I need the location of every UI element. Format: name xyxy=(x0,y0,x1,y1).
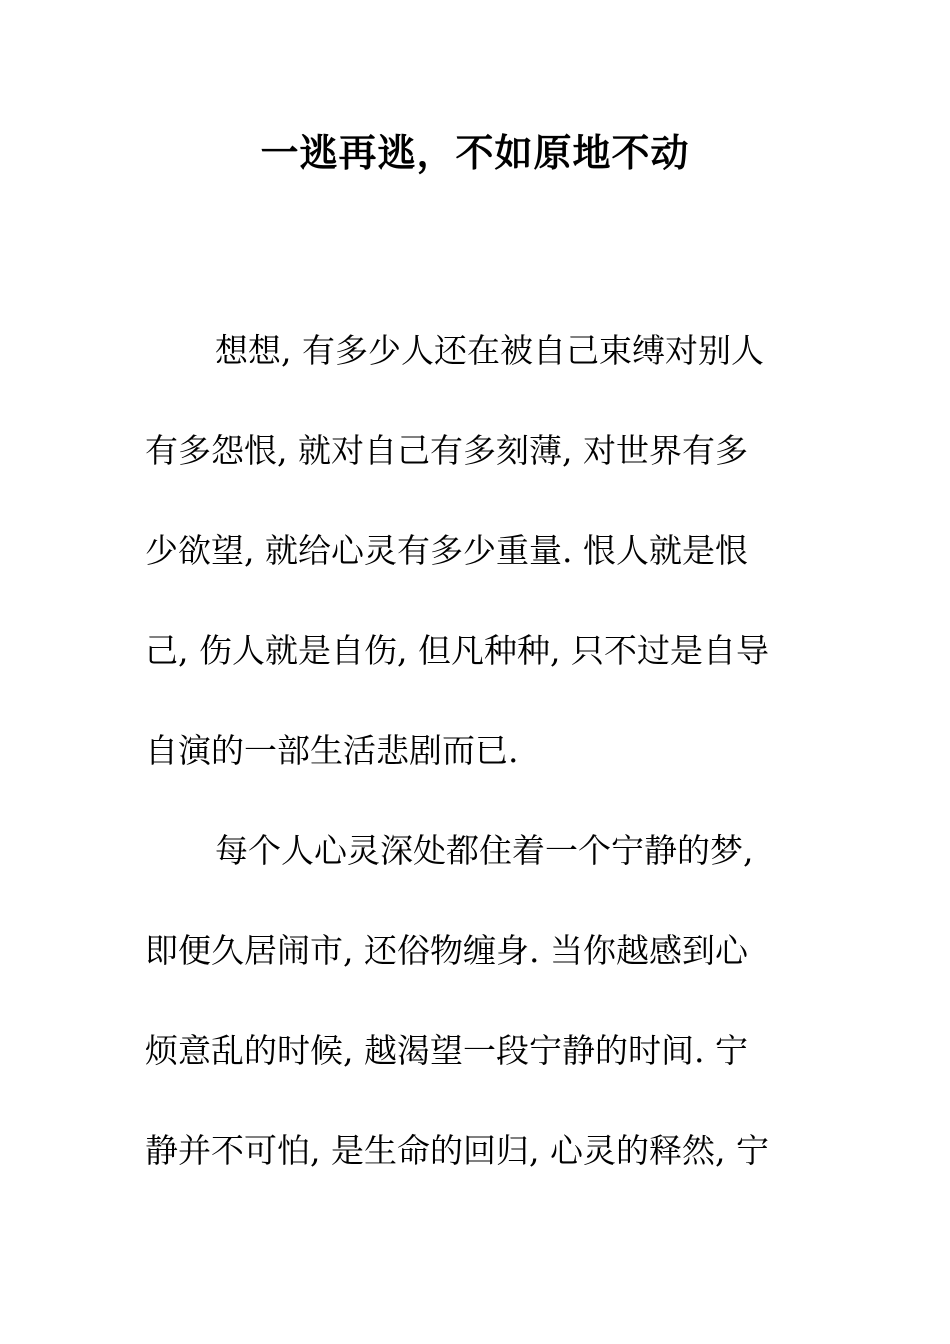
document-body xyxy=(145,301,795,1201)
paragraph-line: 静并不可怕, 是生命的回归, 心灵的释然, 宁 xyxy=(145,1131,769,1170)
paragraph-line: 每个人心灵深处都住着一个宁静的梦, xyxy=(215,831,754,870)
document-title: 一逃再逃，不如原地不动 xyxy=(260,130,690,175)
paragraph-line: 即便久居闹市, 还俗物缠身. 当你越感到心 xyxy=(145,931,748,970)
paragraph-line: 想想, 有多少人还在被自己束缚对别人 xyxy=(215,331,764,370)
paragraph-2 xyxy=(145,801,795,1201)
paragraph-line: 己, 伤人就是自伤, 但凡种种, 只不过是自导 xyxy=(145,631,769,670)
paragraph-line: 烦意乱的时候, 越渴望一段宁静的时间. 宁 xyxy=(145,1031,748,1070)
paragraph-line: 有多怨恨, 就对自己有多刻薄, 对世界有多 xyxy=(145,431,748,470)
paragraph-1 xyxy=(145,301,795,801)
paragraph-line: 少欲望, 就给心灵有多少重量. 恨人就是恨 xyxy=(145,531,748,570)
paragraph-line: 自演的一部生活悲剧而已. xyxy=(145,731,519,770)
